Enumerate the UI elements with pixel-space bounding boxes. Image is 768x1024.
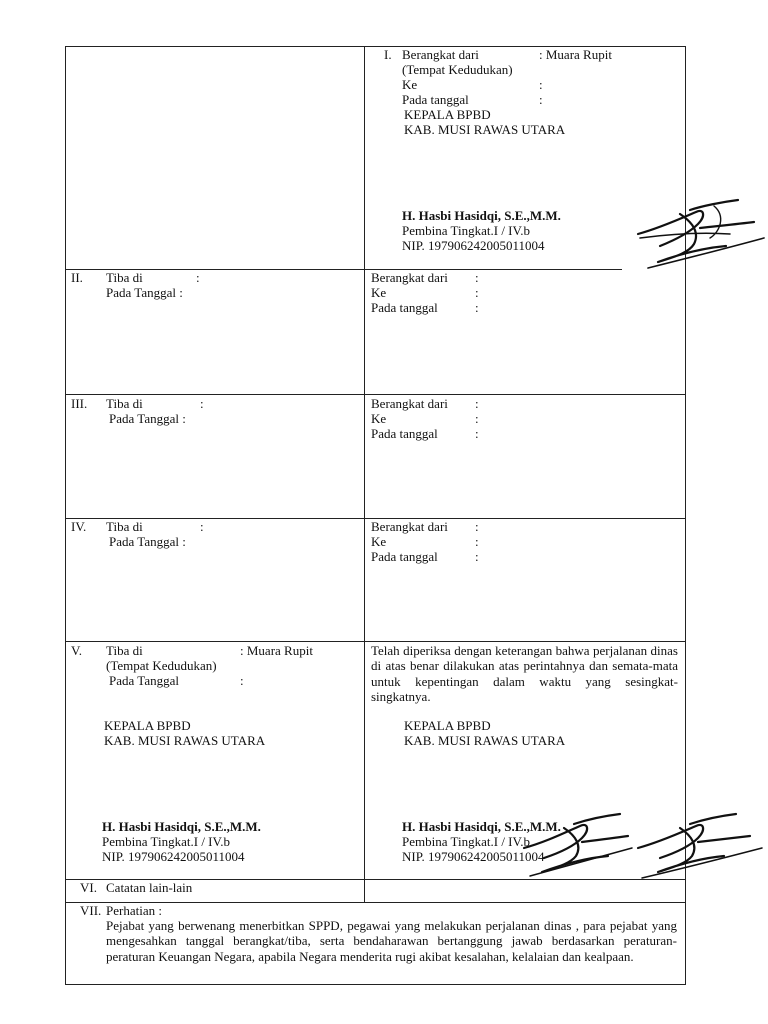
right-signatory-title-2: KAB. MUSI RAWAS UTARA: [404, 733, 566, 748]
section-2-number: II.: [71, 270, 83, 285]
divider-row-4: [65, 641, 686, 642]
ke-colon: :: [539, 77, 543, 92]
signatory-nip: NIP. 197906242005011004: [402, 238, 545, 253]
berangkat-dari-value: : Muara Rupit: [539, 47, 612, 62]
berangkat-dari-colon: :: [475, 519, 479, 534]
pada-tanggal-right-colon: :: [475, 300, 479, 315]
signatory-name: H. Hasbi Hasidqi, S.E.,M.M.: [402, 208, 561, 223]
signatory-nip: NIP. 197906242005011004: [102, 849, 245, 864]
pada-tanggal-label: Pada Tanggal :: [109, 534, 186, 549]
tempat-kedudukan: (Tempat Kedudukan): [106, 658, 217, 673]
berangkat-dari-label: Berangkat dari: [371, 396, 448, 411]
divider-row-1: [65, 269, 622, 270]
pada-tanggal-right-colon: :: [475, 426, 479, 441]
right-signatory-rank: Pembina Tingkat.I / IV.b: [402, 834, 530, 849]
signatory-rank: Pembina Tingkat.I / IV.b: [102, 834, 230, 849]
section-7-number: VII.: [80, 903, 102, 918]
berangkat-dari-label: Berangkat dari: [371, 519, 448, 534]
perhatian-text: Pejabat yang berwenang menerbitkan SPPD, pegawai yang melakukan perjalanan dinas , para pejabat yang mengesahkan tanggal berangkat/tiba, serta bendaharawan bertanggung jawab berdasarkan peraturan-peraturan Keuangan Negara, apabila Negara menderita rugi akibat kesalahan, kelalaian dan kealpaan.: [106, 918, 677, 964]
pada-tanggal-right-colon: :: [475, 549, 479, 564]
signatory-title-2: KAB. MUSI RAWAS UTARA: [404, 122, 566, 137]
signature-bottom-left: [516, 800, 636, 880]
signatory-rank: Pembina Tingkat.I / IV.b: [402, 223, 530, 238]
berangkat-dari-colon: :: [475, 270, 479, 285]
pada-tanggal-colon: :: [240, 673, 244, 688]
berangkat-dari-label: Berangkat dari: [371, 270, 448, 285]
tiba-di-label: Tiba di: [106, 270, 143, 285]
pada-tanggal-label: Pada Tanggal: [109, 673, 179, 688]
tiba-di-colon: :: [200, 396, 204, 411]
ke-label: Ke: [371, 411, 387, 426]
right-signatory-name: H. Hasbi Hasidqi, S.E.,M.M.: [402, 819, 561, 834]
section-5-number: V.: [71, 643, 82, 658]
tiba-di-label: Tiba di: [106, 396, 143, 411]
signatory-title-1: KEPALA BPBD: [404, 107, 491, 122]
verification-statement: Telah diperiksa dengan keterangan bahwa perjalanan dinas di atas benar dilakukan atas perintahnya dan semata-mata untuk kepentingan dalam waktu yang sesingkat-singkatnya.: [371, 643, 678, 704]
pada-tanggal-right-label: Pada tanggal: [371, 549, 438, 564]
tiba-di-value: : Muara Rupit: [240, 643, 313, 658]
border-left: [65, 46, 66, 985]
ke-colon: :: [475, 534, 479, 549]
pada-tanggal-colon: :: [539, 92, 543, 107]
catatan-label: Catatan lain-lain: [106, 880, 193, 895]
ke-label: Ke: [371, 534, 387, 549]
border-bottom: [65, 984, 686, 985]
section-4-number: IV.: [71, 519, 87, 534]
section-1-number: I.: [384, 47, 392, 62]
divider-row-2: [65, 394, 686, 395]
ke-label: Ke: [371, 285, 387, 300]
right-signatory-title-1: KEPALA BPBD: [404, 718, 491, 733]
ke-label: Ke: [402, 77, 418, 92]
signature-bottom-right: [630, 800, 766, 880]
right-signatory-nip: NIP. 197906242005011004: [402, 849, 545, 864]
pada-tanggal-right-label: Pada tanggal: [371, 300, 438, 315]
tiba-di-label: Tiba di: [106, 519, 143, 534]
signatory-name: H. Hasbi Hasidqi, S.E.,M.M.: [102, 819, 261, 834]
perhatian-label: Perhatian :: [106, 903, 162, 918]
tempat-kedudukan: (Tempat Kedudukan): [402, 62, 513, 77]
signatory-title-2: KAB. MUSI RAWAS UTARA: [104, 733, 266, 748]
tiba-di-colon: :: [196, 270, 200, 285]
signature-top: [630, 188, 768, 273]
pada-tanggal-label: Pada Tanggal :: [109, 411, 186, 426]
berangkat-dari-colon: :: [475, 396, 479, 411]
tiba-di-colon: :: [200, 519, 204, 534]
pada-tanggal-label: Pada tanggal: [402, 92, 469, 107]
berangkat-dari-label: Berangkat dari: [402, 47, 479, 62]
pada-tanggal-label: Pada Tanggal :: [106, 285, 183, 300]
tiba-di-label: Tiba di: [106, 643, 143, 658]
ke-colon: :: [475, 411, 479, 426]
signatory-title-1: KEPALA BPBD: [104, 718, 191, 733]
divider-vertical: [364, 46, 365, 903]
section-3-number: III.: [71, 396, 88, 411]
section-6-number: VI.: [80, 880, 97, 895]
pada-tanggal-right-label: Pada tanggal: [371, 426, 438, 441]
ke-colon: :: [475, 285, 479, 300]
